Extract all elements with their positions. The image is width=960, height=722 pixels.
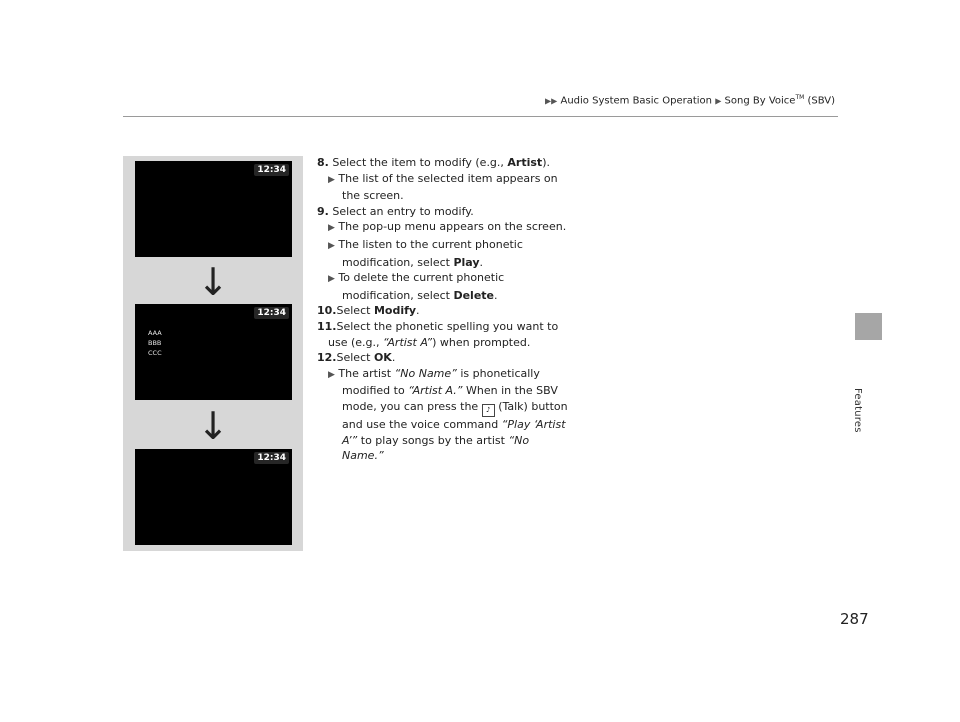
result-marker-icon: ▶ (328, 223, 335, 234)
list-item: BBB (148, 339, 162, 347)
breadcrumb-separator-icon: ▶ (715, 96, 722, 106)
section-label: Features (852, 388, 863, 433)
step-8: 8. Select the item to modify (e.g., Artist). (317, 156, 550, 169)
breadcrumb-page: Song By Voice (724, 95, 796, 107)
breadcrumb-section: Audio System Basic Operation (560, 95, 712, 107)
result-marker-icon: ▶ (328, 274, 335, 285)
breadcrumb-marker-icon: ▶▶ (545, 96, 558, 106)
breadcrumb (545, 94, 835, 106)
clock-display: 12:34 (254, 307, 289, 319)
header-rule (123, 116, 838, 117)
page-number: 287 (840, 610, 869, 628)
talk-icon: ♪ (482, 404, 495, 417)
trademark-mark: TM (795, 94, 805, 101)
step-12: 12.Select OK. (317, 351, 396, 365)
step-12-result: ▶ The artist “No Name” is phonetically (328, 366, 540, 380)
instruction-steps: 8. Select the item to modify (e.g., Artist). ▶ The list of the selected item appears on the screen. 9. Select an entry to modify. ▶ The pop-up menu appears on the screen. ▶ The listen to the current phonetic modification, select Play. ▶ To delete the current phonetic modification, select Delete. 10.Select Modify. 11.Select the phonetic spelling you want to use (e.g., “Artist A”) when prompted. 12.Select OK. ▶ The artist “No Name” is phonetically modified to “Artist A.” When in the SBV mode, you can press the ♪ (Talk) button and use the voice command “Play ‘Artist A’” to play songs by the artist “No Name.” (317, 156, 568, 463)
result-marker-icon: ▶ (328, 369, 335, 380)
step-9-play: ▶ The listen to the current phonetic (328, 237, 523, 251)
breadcrumb-abbr: (SBV) (807, 95, 836, 107)
section-tab (855, 313, 882, 340)
step-9-delete: ▶ To delete the current phonetic (328, 271, 505, 285)
result-marker-icon: ▶ (328, 174, 335, 185)
clock-display: 12:34 (254, 452, 289, 464)
step-9-result: ▶ The pop-up menu appears on the screen. (328, 220, 567, 234)
result-marker-icon: ▶ (328, 240, 335, 251)
down-arrow-icon: ↓ (197, 404, 229, 448)
step-10: 10.Select Modify. (317, 304, 420, 318)
step-8-result: ▶ The list of the selected item appears on (328, 171, 558, 185)
screen-1 (135, 161, 292, 257)
list-item: CCC (148, 349, 162, 357)
screen-3 (135, 449, 292, 545)
list-item: AAA (148, 329, 162, 337)
down-arrow-icon: ↓ (197, 260, 229, 304)
entry-list (148, 328, 162, 358)
screen-figure (123, 156, 303, 551)
step-11: 11.Select the phonetic spelling you want to (317, 319, 559, 333)
clock-display: 12:34 (254, 164, 289, 176)
step-9: 9. Select an entry to modify. (317, 204, 474, 218)
screen-2 (135, 304, 292, 400)
